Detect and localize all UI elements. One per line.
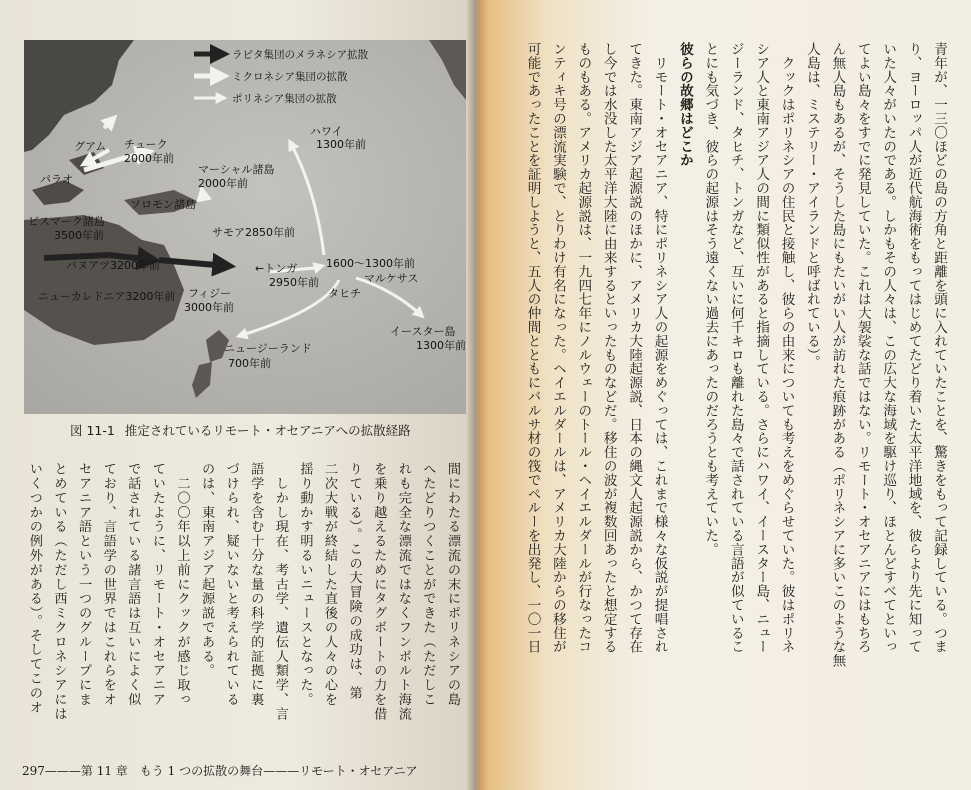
map-graphic	[24, 40, 466, 414]
left-page	[0, 0, 478, 790]
text-line: てきた。東南アジア起源説のほかに、アメリカ大陸起源説、日本の縄文人起源説から、かつて存在	[626, 42, 643, 654]
right-page	[478, 0, 971, 790]
label-new-zealand-date: 700年前	[228, 357, 271, 370]
text-line: ものもある。アメリカ起源説は、一九四七年にノルウェーのトール・ヘイエルダールが行なったコ	[575, 42, 592, 654]
legend-polynesia: ポリネシア集団の拡散	[232, 93, 337, 105]
text-line: とめている（ただし西ミクロネシアには	[51, 462, 67, 722]
text-line: ジーランド、タヒチ、トンガなど、互いに何千キロも離れた島々で話されている言語が似ているこ	[727, 42, 744, 654]
label-easter-date: 1300年前	[416, 339, 466, 352]
text-line: 二〇〇年以上前にクックが感じ取っ	[174, 462, 190, 707]
label-easter: イースター島	[390, 325, 456, 338]
text-line: てよい島々をすでに発見していた。これは大袈裟な話ではない。リモート・オセアニアにはもちろ	[854, 42, 871, 654]
text-line: 可能であったことを証明しようと、五人の仲間とともにバルサ材の筏でペルーを出発し、一〇一日	[524, 42, 541, 654]
text-line: シア人と東南アジア人の間に類似性があると指摘している。さらにハワイ、イースター島、ニュー	[753, 42, 770, 654]
label-hawaii-date: 1300年前	[316, 138, 366, 151]
label-vanuatu: バヌアツ3200年前	[66, 259, 160, 272]
text-line: いた人々がいたのである。しかもその人々は、この広大な海域を駆け巡り、ほとんどすべてといっ	[880, 42, 897, 654]
label-marquesas-date: 1600～1300年前	[326, 257, 415, 270]
text-line: ん無人島もあるが、そうした島にもたいがい人が訪れた痕跡がある（ポリネシアに多いこのような無	[829, 42, 846, 668]
text-line: リモート・オセアニア、特にポリネシア人の起源をめぐっては、これまで様々な仮説が提唱され	[651, 42, 668, 654]
figure-caption	[70, 421, 411, 439]
right-body-text	[519, 42, 951, 742]
label-marshall: マーシャル諸島	[198, 163, 275, 176]
text-line: いくつかの例外がある）。そしてこのオ	[26, 462, 42, 715]
text-line: へたどりつくことができた（ただしこ	[420, 462, 436, 707]
legend-micronesia: ミクロネシア集団の拡散	[232, 71, 348, 83]
text-line: づけられ、疑いないと考えられている	[223, 462, 239, 707]
label-new-zealand: ニュージーランド	[224, 342, 312, 355]
legend-lapita: ラピタ集団のメラネシア拡散	[232, 49, 369, 61]
text-line: 二次大戦が終結した直後の人々の心を	[322, 462, 338, 707]
text-line: ており、言語学の世界ではこれらをオ	[100, 462, 116, 707]
text-line: ンティキ号の漂流実験で、とりわけ有名になった。ヘイエルダールは、アメリカ大陸からの移住が	[549, 42, 566, 654]
label-chuuk-date: 2000年前	[124, 152, 174, 165]
text-line: とにも気づき、彼らの起源はそう遠くない過去にあったのだろうとも考えていた。	[702, 42, 719, 557]
text-line: し今では水没した太平洋大陸に由来するといったものなどだ。移住の波が複数回あったと想定する	[600, 42, 617, 654]
text-line: のは、東南アジア起源説である。	[199, 462, 215, 678]
text-line: で話されている諸言語は互いによく似	[125, 462, 141, 707]
label-chuuk: チューク	[124, 138, 168, 151]
label-tonga: ←トンガ	[255, 262, 298, 275]
label-new-caledonia: ニューカレドニア3200年前	[38, 290, 176, 303]
text-line: ていたように、リモート・オセアニア	[149, 462, 165, 707]
text-line: しかし現在、考古学、遺伝人類学、言	[272, 462, 288, 722]
text-line: りている）。この大冒険の成功は、第	[346, 462, 362, 701]
label-bismarck: ビスマーク諸島	[28, 215, 105, 228]
label-hawaii: ハワイ	[310, 125, 343, 138]
book-spine-shadow	[466, 0, 488, 790]
label-marquesas: マルケサス	[364, 272, 419, 285]
text-line: を乗り越えるためにタグボートの力を借	[371, 462, 387, 722]
label-samoa: サモア2850年前	[212, 226, 295, 239]
figure-caption-text: 推定されているリモート・オセアニアへの拡散経路	[124, 423, 411, 438]
figure-number: 図 11-1	[70, 423, 115, 438]
text-line: 人島は、ミステリー・アイランドと呼ばれている）。	[803, 42, 820, 369]
label-solomon: ソロモン諸島	[130, 198, 196, 211]
text-line: クックはポリネシアの住民と接触し、彼らの由来についても考えをめぐらせていた。彼はポリネ	[778, 42, 795, 654]
section-heading: 彼らの故郷はどこか	[676, 42, 693, 168]
text-line: 揺り動かす明るいニュースとなった。	[297, 462, 313, 707]
label-tahiti: タヒチ	[328, 287, 361, 300]
route-micronesia-marshall	[202, 190, 204, 200]
text-line: り、ヨーロッパ人が近代航海術をもってはじめてたどり着いた太平洋地域を、彼らより先に知って	[905, 42, 922, 654]
text-line: れも完全な漂流ではなくフンボルト海流	[395, 462, 411, 722]
left-body-text	[21, 462, 464, 724]
label-bismarck-date: 3500年前	[54, 229, 104, 242]
text-line: 青年が、一三〇ほどの島の方角と距離を頭に入れていたことを、驚きをもって記録している。つま	[931, 42, 947, 654]
label-guam: グアム	[74, 140, 107, 153]
label-marshall-date: 2000年前	[198, 177, 248, 190]
oceania-dispersal-map	[24, 40, 466, 414]
text-line: セアニア語という一つのグループにま	[76, 462, 92, 707]
label-fiji-date: 3000年前	[184, 301, 234, 314]
label-tonga-date: 2950年前	[269, 276, 319, 289]
text-line: 間にわたる漂流の末にポリネシアの島	[445, 462, 460, 707]
text-line: 語学を含む十分な量の科学的証拠に裏	[248, 462, 264, 707]
label-fiji: フィジー	[188, 287, 232, 300]
label-palau: パラオ	[40, 173, 73, 186]
page-footer: 297———第 11 章 もう 1 つの拡散の舞台———リモート・オセアニア	[22, 764, 418, 778]
